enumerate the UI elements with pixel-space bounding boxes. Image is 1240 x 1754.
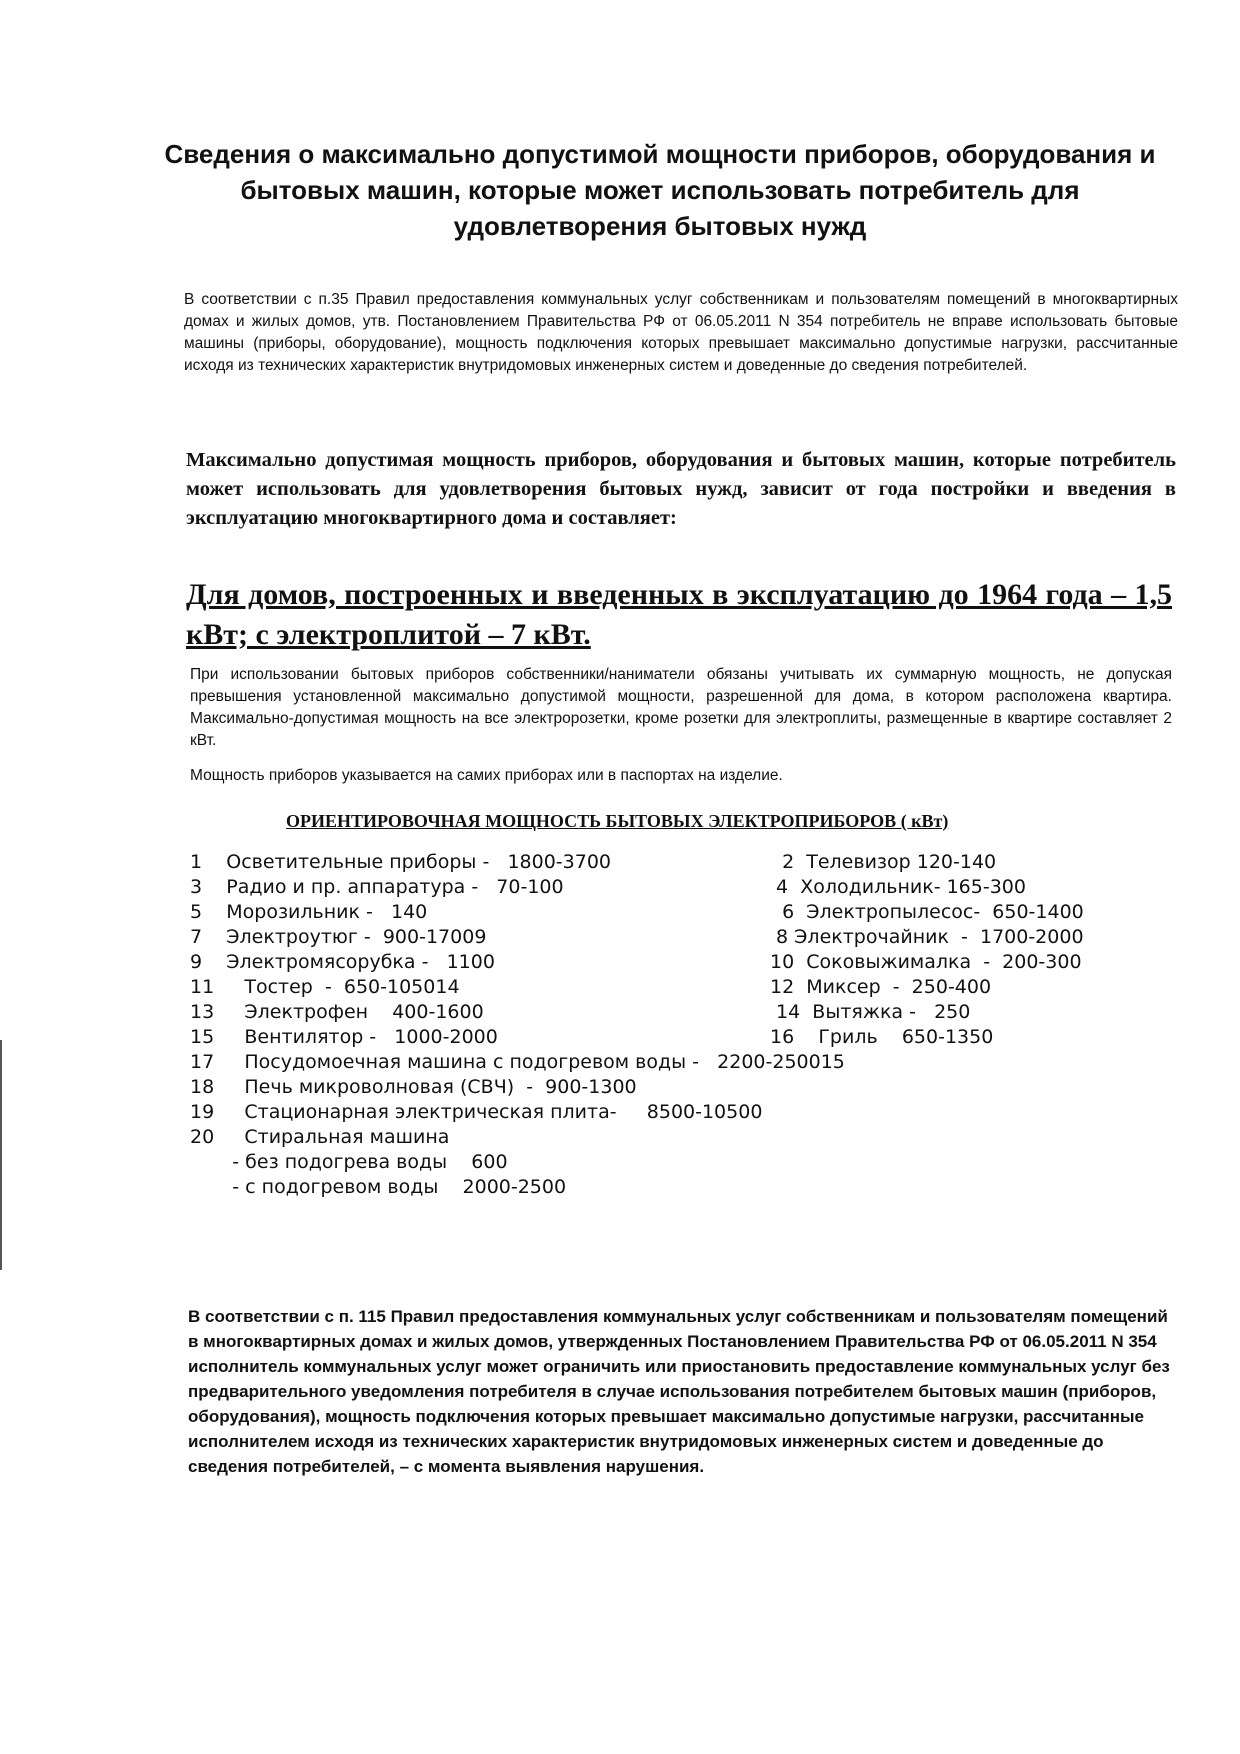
appliance-list-title: ОРИЕНТИРОВОЧНАЯ МОЩНОСТЬ БЫТОВЫХ ЭЛЕКТРОПРИБОРОВ ( кВт) xyxy=(286,811,949,831)
list-item xyxy=(190,1150,1190,1175)
list-item-right: 4 Холодильник- 165-300 xyxy=(770,876,1026,898)
list-item xyxy=(190,1100,1190,1125)
page-title: Сведения о максимально допустимой мощности приборов, оборудования и бытовых машин, которые может использовать потребитель для удовлетворения бытовых нужд xyxy=(164,139,1156,241)
list-item-left: 7 Электроутюг - 900-17009 xyxy=(190,926,487,948)
scan-edge-mark xyxy=(0,1040,2,1270)
list-item xyxy=(190,975,1190,1000)
highlight-statement: Для домов, построенных и введенных в эксплуатацию до 1964 года – 1,5 кВт; с электроплитой – 7 кВт. xyxy=(186,578,1172,651)
list-item xyxy=(190,1050,1190,1075)
list-item-left: 3 Радио и пр. аппаратура - 70-100 xyxy=(190,876,564,898)
final-note-paragraph: В соответствии с п. 115 Правил предоставления коммунальных услуг собственникам и пользователям помещений в многоквартирных домах и жилых домов, утвержденных Постановлением Правительства РФ от 06.05.2011 N 354 исполнитель коммунальных услуг может ограничить или приостановить предоставление коммунальных услуг без предварительного уведомления потребителя в случае использования потребителем бытовых машин (приборов, оборудования), мощность подключения которых превышает максимально допустимые нагрузки, рассчитанные исполнителем исходя из технических характеристик внутридомовых инженерных систем и доведенные до сведения потребителей, – с момента выявления нарушения. xyxy=(188,1307,1170,1476)
list-item-left: 13 Электрофен 400-1600 xyxy=(190,1001,484,1023)
list-item xyxy=(190,900,1190,925)
list-item-left: 11 Тостер - 650-105014 xyxy=(190,976,460,998)
list-item-left: 9 Электромясорубка - 1100 xyxy=(190,951,495,973)
list-item-left: 5 Морозильник - 140 xyxy=(190,901,428,923)
list-item-left: 19 Стационарная электрическая плита- 8500-10500 xyxy=(190,1101,763,1123)
list-item-right: 12 Миксер - 250-400 xyxy=(770,976,992,998)
list-item-left: 18 Печь микроволновая (СВЧ) - 900-1300 xyxy=(190,1076,637,1098)
label-note-paragraph: Мощность приборов указывается на самих приборах или в паспортах на изделие. xyxy=(190,767,783,784)
list-item xyxy=(190,950,1190,975)
list-item-left: 17 Посудомоечная машина с подогревом воды - 2200-250015 xyxy=(190,1051,845,1073)
list-item xyxy=(190,1075,1190,1100)
intro-paragraph: В соответствии с п.35 Правил предоставления коммунальных услуг собственникам и пользователям помещений в многоквартирных домах и жилых домов, утв. Постановлением Правительства РФ от 06.05.2011 N 354 потребитель не вправе использовать бытовые машины (приборы, оборудование), мощность подключения которых превышает максимально допустимые нагрузки, рассчитанные исходя из технических характеристик внутридомовых инженерных систем и доведенные до сведения потребителей. xyxy=(184,291,1178,374)
list-item-right: 8 Электрочайник - 1700-2000 xyxy=(770,926,1084,948)
list-item-left: 20 Стиральная машина xyxy=(190,1126,450,1148)
list-item-right: 10 Соковыжималка - 200-300 xyxy=(770,951,1082,973)
list-item xyxy=(190,850,1190,875)
list-item xyxy=(190,1025,1190,1050)
list-item-left: 15 Вентилятор - 1000-2000 xyxy=(190,1026,498,1048)
appliance-list xyxy=(190,850,1190,1200)
list-item xyxy=(190,925,1190,950)
list-item-right: 16 Гриль 650-1350 xyxy=(770,1026,994,1048)
list-item-left: - без подогрева воды 600 xyxy=(190,1151,508,1173)
list-item-right: 2 Телевизор 120-140 xyxy=(770,851,997,873)
list-item-left: - с подогревом воды 2000-2500 xyxy=(190,1176,567,1198)
list-item xyxy=(190,1125,1190,1150)
list-item xyxy=(190,1000,1190,1025)
list-item xyxy=(190,1175,1190,1200)
list-item-left: 1 Осветительные приборы - 1800-3700 xyxy=(190,851,612,873)
list-item-right: 14 Вытяжка - 250 xyxy=(770,1001,971,1023)
list-item-right: 6 Электропылесос- 650-1400 xyxy=(770,901,1084,923)
max-power-statement: Максимально допустимая мощность приборов, оборудования и бытовых машин, которые потребитель может использовать для удовлетворения бытовых нужд, зависит от года постройки и введения в эксплуатацию многоквартирного дома и составляет: xyxy=(186,449,1176,529)
usage-note-paragraph: При использовании бытовых приборов собственники/наниматели обязаны учитывать их суммарную мощность, не допуская превышения установленной максимально допустимой мощности, разрешенной для дома, в котором расположена квартира. Максимально-допустимая мощность на все электророзетки, кроме розетки для электроплиты, размещенные в квартире составляет 2 кВт. xyxy=(190,666,1172,749)
list-item xyxy=(190,875,1190,900)
